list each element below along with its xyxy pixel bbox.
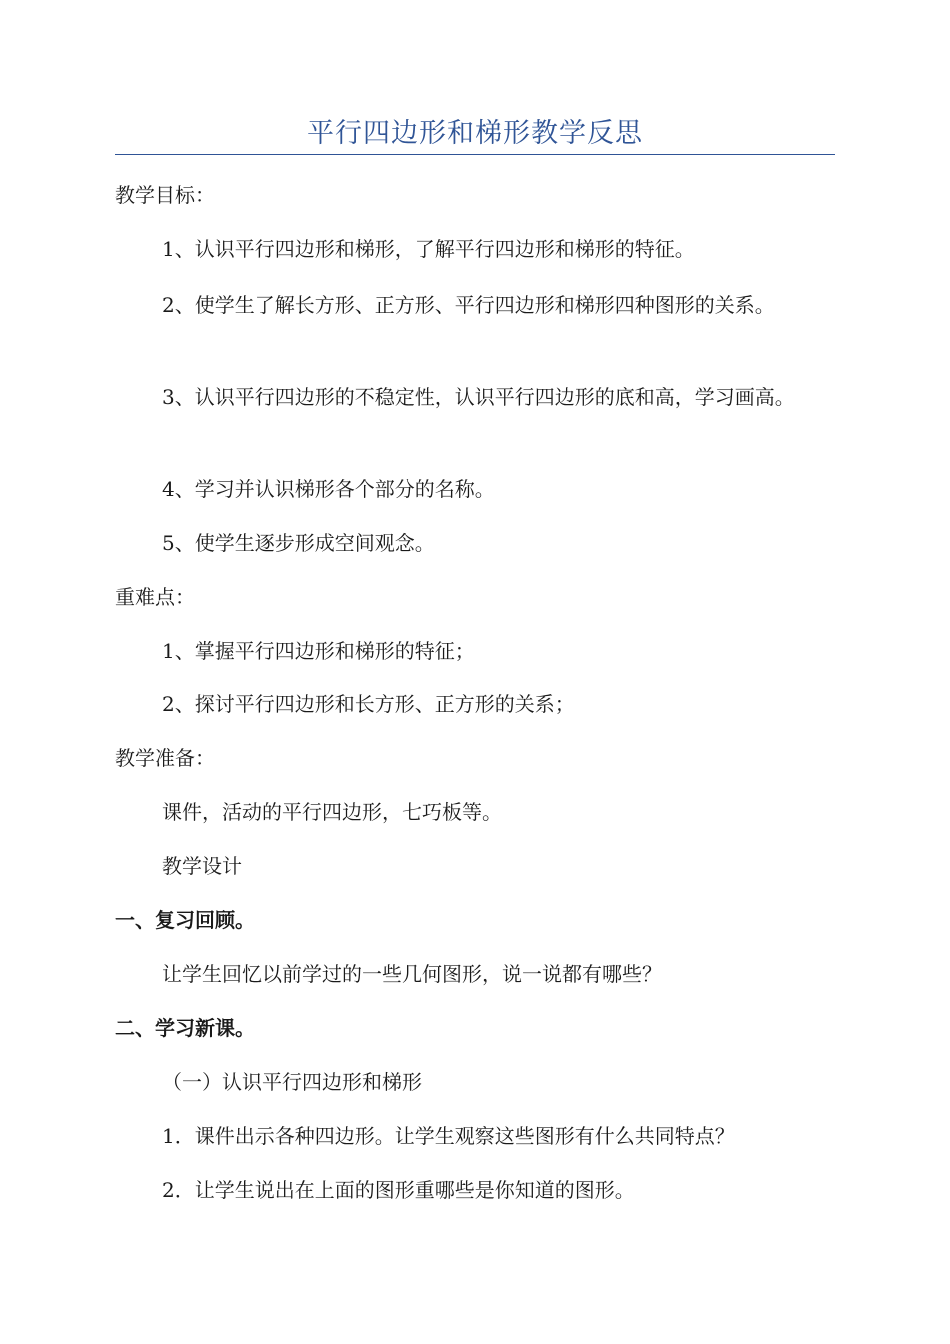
section2-heading: 二、学习新课。: [115, 1016, 255, 1040]
objective-item-4: 4、学习并认识梯形各个部分的名称。: [162, 477, 495, 501]
section1-text: 让学生回忆以前学过的一些几何图形，说一说都有哪些？: [162, 962, 662, 986]
title-underline: [115, 154, 835, 155]
preparation-heading: 教学准备：: [115, 746, 215, 770]
key-points-heading: 重难点：: [115, 585, 195, 609]
objective-item-1: 1、认识平行四边形和梯形，了解平行四边形和梯形的特征。: [162, 237, 695, 261]
section2-item-1: 1．课件出示各种四边形。让学生观察这些图形有什么共同特点？: [162, 1124, 735, 1148]
section2-item-2: 2．让学生说出在上面的图形重哪些是你知道的图形。: [162, 1178, 635, 1202]
document-title: 平行四边形和梯形教学反思: [307, 118, 643, 149]
design-heading: 教学设计: [162, 854, 242, 878]
key-point-item-1: 1、掌握平行四边形和梯形的特征；: [162, 639, 475, 663]
objective-item-5: 5、使学生逐步形成空间观念。: [162, 531, 435, 555]
preparation-text: 课件，活动的平行四边形，七巧板等。: [162, 800, 502, 824]
section1-heading: 一、复习回顾。: [115, 908, 255, 932]
objective-item-2: 2、使学生了解长方形、正方形、平行四边形和梯形四种图形的关系。: [162, 293, 775, 317]
objectives-heading: 教学目标：: [115, 183, 215, 207]
objective-item-3: 3、认识平行四边形的不稳定性，认识平行四边形的底和高，学习画高。: [162, 385, 795, 409]
section2-subheading: （一）认识平行四边形和梯形: [162, 1070, 422, 1094]
key-point-item-2: 2、探讨平行四边形和长方形、正方形的关系；: [162, 692, 575, 716]
